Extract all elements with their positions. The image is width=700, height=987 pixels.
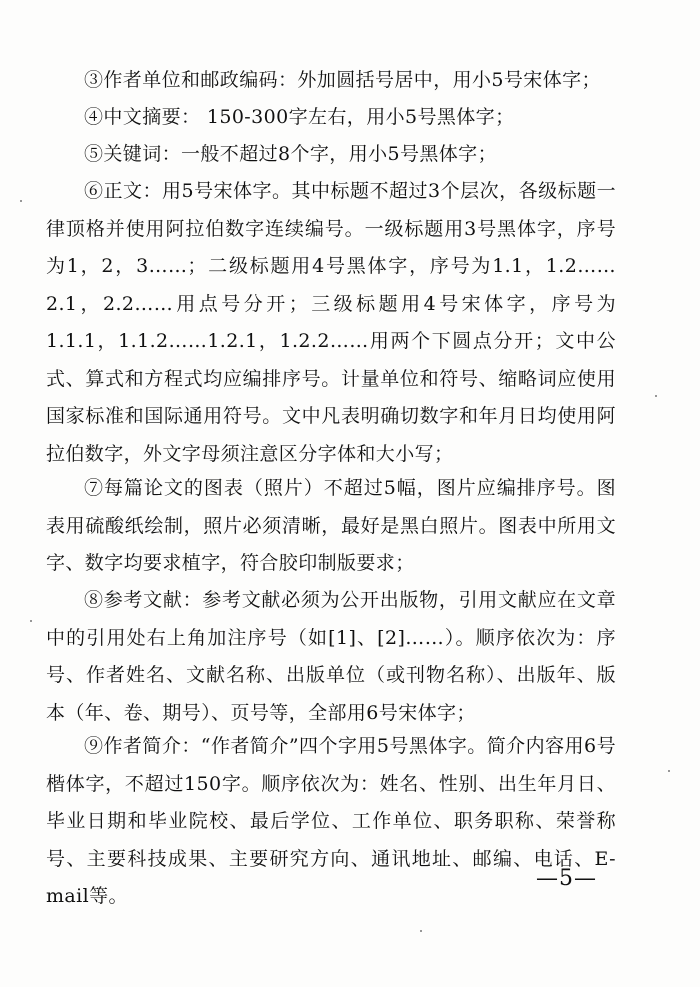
page-number: —5— [536, 866, 597, 891]
paragraph-figures-tables: ⑦每篇论文的图表（照片）不超过5幅，图片应编排序号。图表用硫酸纸绘制，照片必须清晰，最好是黑白照片。图表中所用文字、数字均要求植字，符合胶印制版要求； [46, 477, 616, 574]
paragraph-chinese-abstract: ④中文摘要： 150-300字左右，用小5号黑体字； [84, 106, 515, 128]
scan-speck [668, 770, 670, 772]
scan-speck [420, 930, 422, 932]
paragraph-references: ⑧参考文献：参考文献必须为公开出版物，引用文献应在文章中的引用处右上角加注序号（如[1]、[2]……）。顺序依次为：序号、作者姓名、文献名称、出版单位（或刊物名称）、出版年、版本（年、卷、期号）、页号等，全部用6号宋体字； [46, 589, 616, 724]
paragraph-author-bio: ⑨作者简介：“作者简介”四个字用5号黑体字。简介内容用6号楷体字，不超过150字。顺序依次为：姓名、性别、出生年月日、毕业日期和毕业院校、最后学位、工作单位、职务职称、荣誉称号、主要科技成果、主要研究方向、通讯地址、邮编、电话、E-mail等。 [46, 735, 616, 907]
paragraph-main-text: ⑥正文：用5号宋体字。其中标题不超过3个层次，各级标题一律顶格并使用阿拉伯数字连续编号。一级标题用3号黑体字，序号为1，2，3……；二级标题用4号黑体字，序号为1.1，1.2……2.1，2.2……用点号分开；三级标题用4号宋体字，序号为1.1.1，1.1.2……1.2.1，1.2.2……用两个下圆点分开；文中公式、算式和方程式均应编排序号。计量单位和符号、缩略词应使用国家标准和国际通用符号。文中凡表明确切数字和年月日均使用阿拉伯数字，外文字母须注意区分字体和大小写； [46, 180, 616, 465]
paragraph-author-affiliation: ③作者单位和邮政编码：外加圆括号居中，用小5号宋体字； [84, 69, 601, 91]
scan-speck [20, 200, 22, 202]
scan-speck [655, 395, 657, 397]
paragraph-keywords: ⑤关键词：一般不超过8个字，用小5号黑体字； [84, 143, 497, 165]
scan-speck [30, 620, 32, 622]
